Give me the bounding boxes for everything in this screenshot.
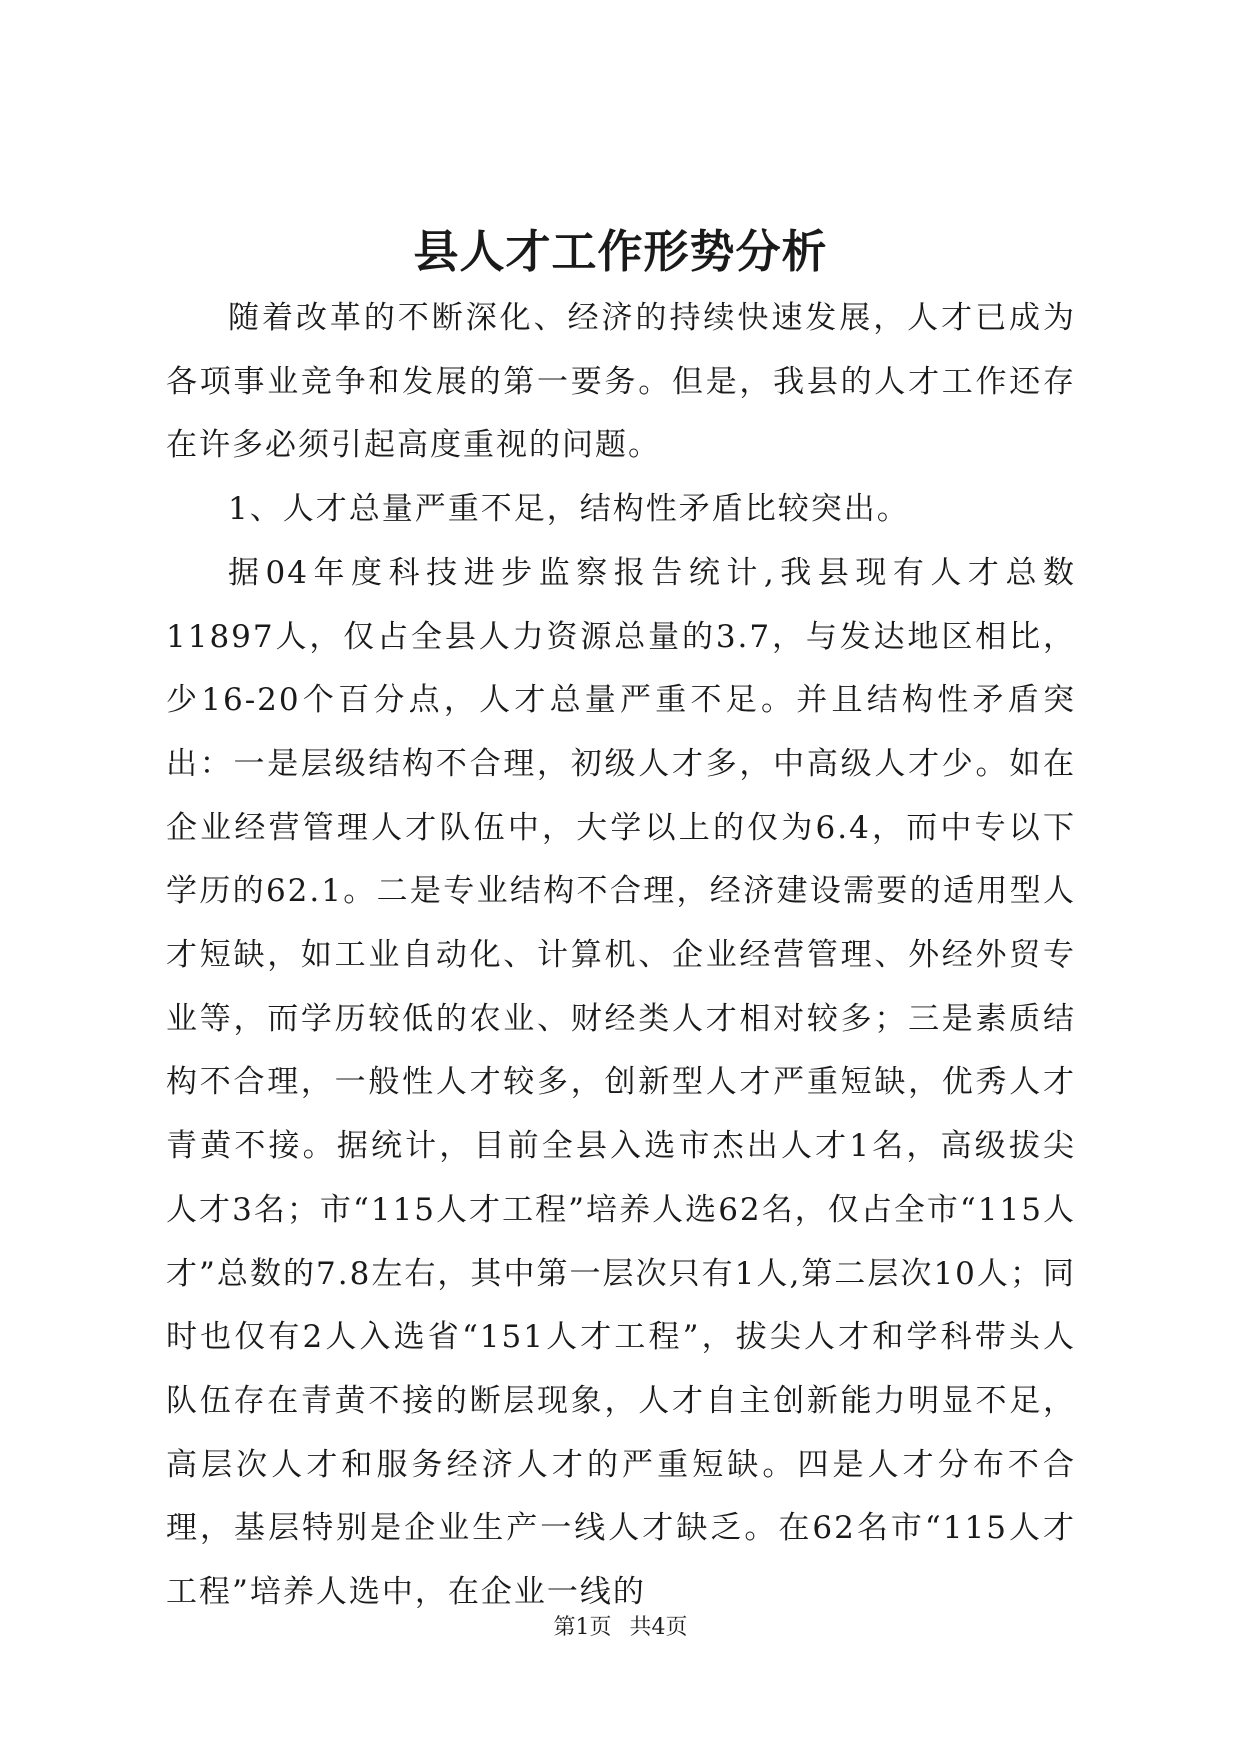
document-body	[166, 287, 1076, 1625]
page-total: 共4页	[629, 1615, 688, 1640]
paragraph-statistics: 据04年度科技进步监察报告统计,我县现有人才总数11897人，仅占全县人力资源总量的3.7，与发达地区相比，少16-20个百分点，人才总量严重不足。并且结构性矛盾突出：一是层级结构不合理，初级人才多，中高级人才少。如在企业经营管理人才队伍中，大学以上的仅为6.4，而中专以下学历的62.1。二是专业结构不合理，经济建设需要的适用型人才短缺，如工业自动化、计算机、企业经营管理、外经外贸专业等，而学历较低的农业、财经类人才相对较多；三是素质结构不合理，一般性人才较多，创新型人才严重短缺，优秀人才青黄不接。据统计，目前全县入选市杰出人才1名，高级拔尖人才3名；市“115人才工程”培养人选62名，仅占全市“115人才”总数的7.8左右，其中第一层次只有1人,第二层次10人；同时也仅有2人入选省“151人才工程”，拔尖人才和学科带头人队伍存在青黄不接的断层现象，人才自主创新能力明显不足，高层次人才和服务经济人才的严重短缺。四是人才分布不合理，基层特别是企业生产一线人才缺乏。在62名市“115人才工程”培养人选中，在企业一线的	[166, 554, 1076, 1611]
paragraph-heading-1: 1、人才总量严重不足，结构性矛盾比较突出。	[228, 491, 910, 528]
document-title: 县人才工作形势分析	[413, 225, 828, 278]
page-number: 第1页	[553, 1615, 612, 1640]
paragraph-intro: 随着改革的不断深化、经济的持续快速发展，人才已成为各项事业竞争和发展的第一要务。但是，我县的人才工作还存在许多必须引起高度重视的问题。	[166, 300, 1076, 464]
page-footer	[0, 1613, 1241, 1643]
